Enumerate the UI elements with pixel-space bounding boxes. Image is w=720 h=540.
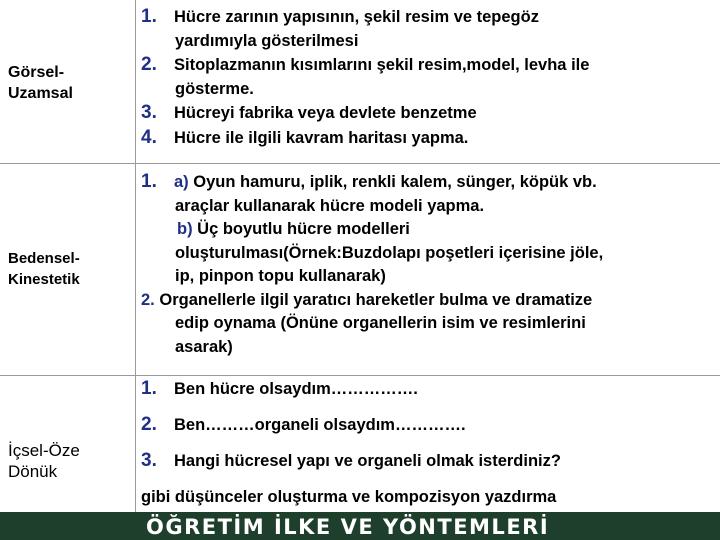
- label-line: Görsel-: [8, 64, 65, 81]
- item-text-cont: ip, pinpon topu kullanarak): [175, 267, 386, 285]
- row-content-bedensel: [141, 170, 714, 359]
- item-text: Organellerle ilgil yaratıcı hareketler bulma ve dramatize: [159, 290, 593, 309]
- item-text: Hücre ile ilgili kavram haritası yapma.: [174, 128, 469, 147]
- footer-title: ÖĞRETİM İLKE VE YÖNTEMLERİ: [146, 515, 550, 539]
- sub-label-b: b): [177, 220, 193, 238]
- row-label-icsel: [8, 440, 80, 482]
- row-content-icsel: [141, 376, 714, 510]
- list-item: [141, 101, 714, 126]
- item-number: 2.: [141, 414, 157, 435]
- item-number: 2.: [141, 54, 157, 75]
- sub-item-b: [141, 218, 714, 242]
- item-text-cont: edip oynama (Önüne organellerin isim ve resimlerini: [175, 314, 586, 332]
- sub-label-a: a): [174, 173, 189, 191]
- label-line: Kinestetik: [8, 271, 80, 288]
- item-number: 4.: [141, 126, 157, 148]
- footer-bar: [0, 512, 720, 540]
- item-text: Üç boyutlu hücre modelleri: [197, 220, 410, 238]
- row-content-gorsel: [141, 5, 714, 150]
- item-text-cont: yardımıyla gösterilmesi: [175, 31, 359, 50]
- item-number: 2.: [141, 290, 155, 309]
- row-label-gorsel: [8, 62, 73, 104]
- table-row-bedensel: [0, 164, 720, 376]
- list-item: [141, 5, 714, 30]
- list-item: [141, 412, 714, 438]
- list-item: [141, 289, 714, 313]
- item-number: 1.: [141, 378, 157, 399]
- list-item: [141, 170, 714, 195]
- label-line: Dönük: [8, 462, 58, 481]
- item-text: Oyun hamuru, iplik, renkli kalem, sünger, köpük vb.: [193, 173, 597, 191]
- item-text-cont: araçlar kullanarak hücre modeli yapma.: [175, 196, 485, 215]
- item-text: Hücreyi fabrika veya devlete benzetme: [174, 104, 477, 122]
- label-line: İçsel-Öze: [8, 441, 80, 460]
- item-text: Sitoplazmanın kısımlarını şekil resim,model, levha ile: [174, 56, 590, 74]
- row-label-bedensel: [8, 248, 80, 290]
- list-item: [141, 448, 714, 474]
- item-text-cont: oluşturulması(Örnek:Buzdolapı poşetleri içerisine jöle,: [175, 243, 604, 262]
- item-number: 3.: [141, 450, 157, 471]
- list-item: [141, 53, 714, 78]
- item-text-cont: asarak): [175, 337, 233, 356]
- table-row-gorsel: [0, 0, 720, 164]
- item-number: 3.: [141, 102, 157, 123]
- tail-text: gibi düşünceler oluşturma ve kompozisyon yazdırma: [141, 488, 557, 506]
- item-text-cont: gösterme.: [175, 79, 254, 98]
- label-line: Uzamsal: [8, 85, 73, 102]
- item-number: 1.: [141, 6, 157, 27]
- label-line: Bedensel-: [8, 250, 80, 267]
- table-row-icsel: [0, 376, 720, 512]
- list-item: [141, 376, 714, 402]
- item-text: Hücre zarının yapısının, şekil resim ve tepegöz: [174, 8, 539, 26]
- item-text: Hangi hücresel yapı ve organeli olmak isterdiniz?: [174, 452, 561, 470]
- item-text: Ben………organeli olsaydım………….: [174, 416, 466, 434]
- list-item: [141, 126, 714, 151]
- item-number: 1.: [141, 171, 157, 192]
- item-text: Ben hücre olsaydım…………….: [174, 380, 418, 398]
